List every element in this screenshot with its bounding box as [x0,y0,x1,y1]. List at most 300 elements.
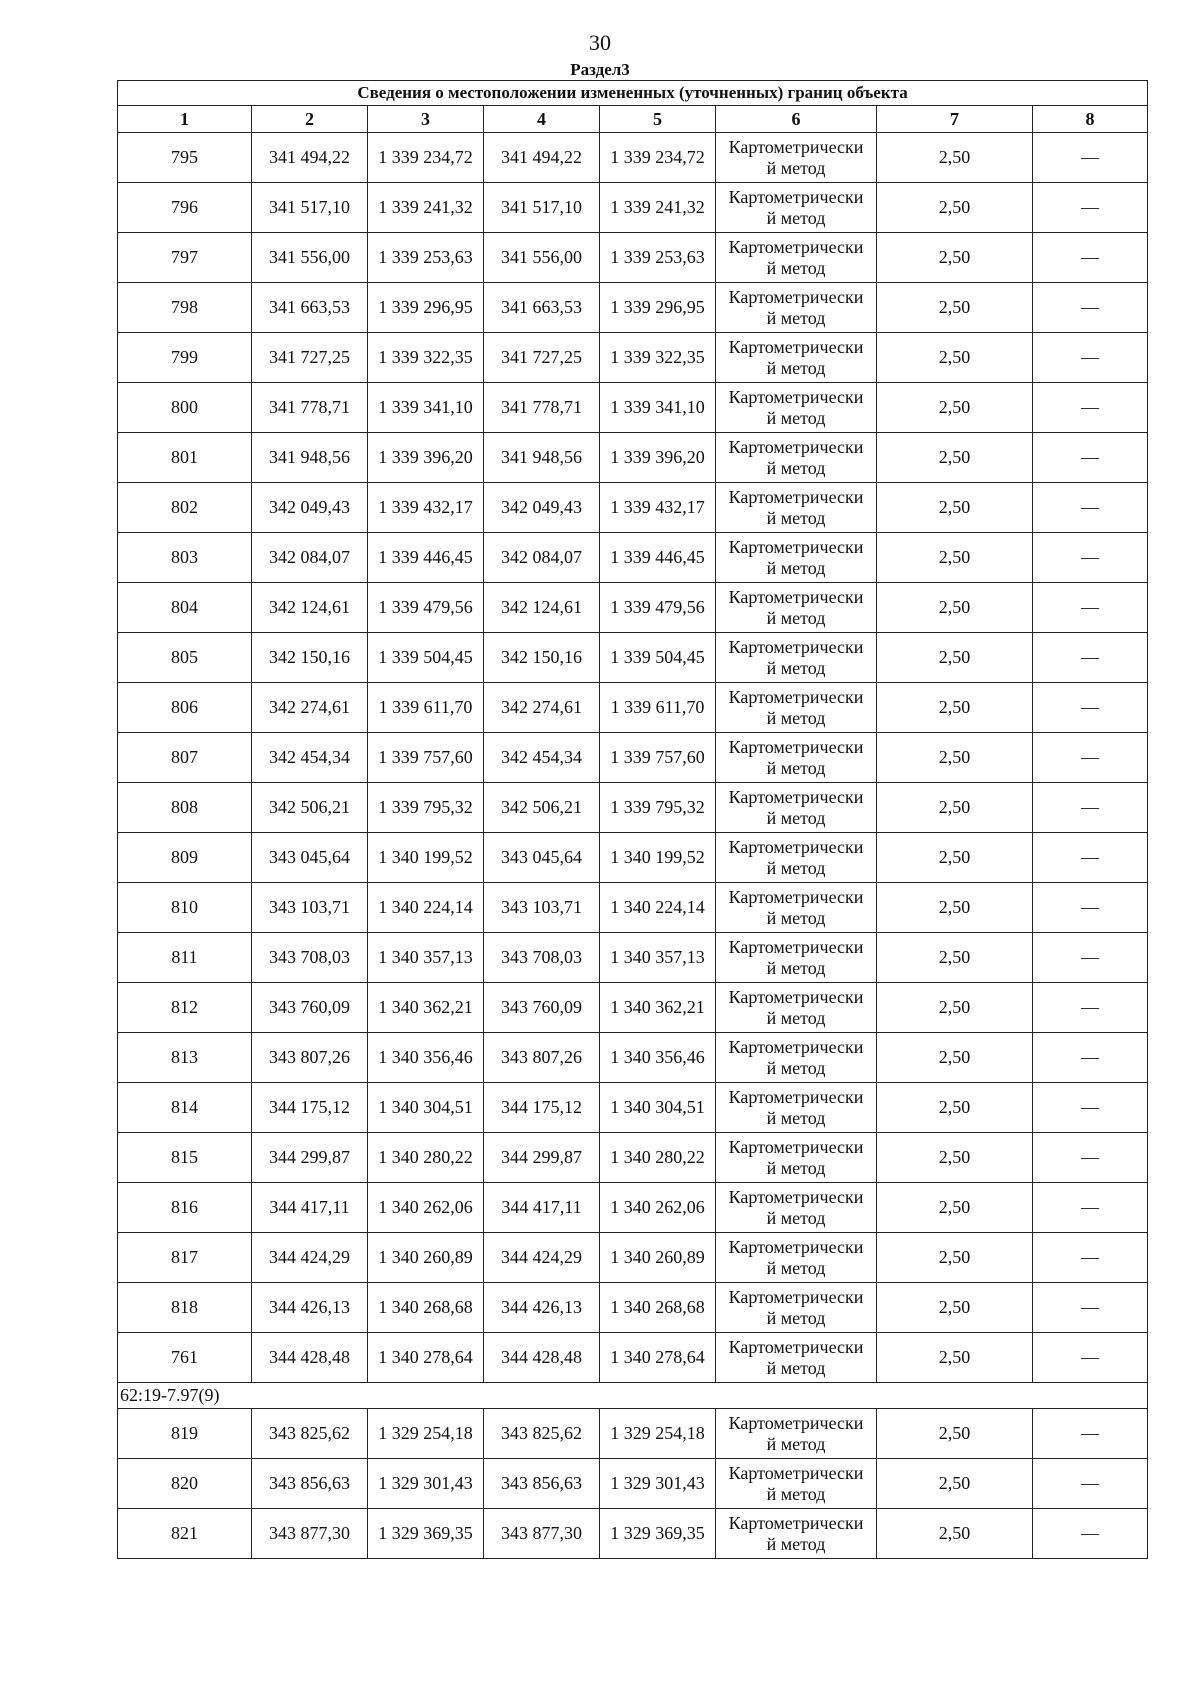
y-coordinate-cell: 1 340 357,13 [600,933,716,983]
method-text-line2: й метод [766,957,826,978]
method-text-line2: й метод [766,457,826,478]
table-row [118,333,1148,383]
point-number-cell: 799 [118,333,252,383]
x-coordinate-cell: 343 103,71 [484,883,600,933]
method-text-line2: й метод [766,907,826,928]
method-cell [716,983,877,1033]
y-coordinate-cell: 1 339 322,35 [600,333,716,383]
y-coordinate-cell: 1 339 296,95 [368,283,484,333]
point-number-cell: 805 [118,633,252,683]
method-text-line1: Картометрически [728,386,864,407]
y-coordinate-cell: 1 340 356,46 [600,1033,716,1083]
table-row [118,1183,1148,1233]
method-text-line2: й метод [766,1483,826,1504]
method-text-line2: й метод [766,1533,826,1554]
method-cell [716,1409,877,1459]
x-coordinate-cell: 343 708,03 [484,933,600,983]
description-cell: — [1033,783,1148,833]
precision-cell: 2,50 [877,733,1033,783]
method-text-line2: й метод [766,1307,826,1328]
method-cell [716,433,877,483]
x-coordinate-cell: 343 045,64 [484,833,600,883]
method-text-line2: й метод [766,857,826,878]
method-text-line2: й метод [766,1357,826,1378]
description-cell: — [1033,533,1148,583]
precision-cell: 2,50 [877,583,1033,633]
table-row [118,133,1148,183]
point-number-cell: 761 [118,1333,252,1383]
y-coordinate-cell: 1 339 479,56 [600,583,716,633]
description-cell: — [1033,1333,1148,1383]
method-cell [716,833,877,883]
x-coordinate-cell: 344 417,11 [252,1183,368,1233]
y-coordinate-cell: 1 329 369,35 [600,1509,716,1559]
x-coordinate-cell: 344 428,48 [484,1333,600,1383]
x-coordinate-cell: 341 778,71 [252,383,368,433]
x-coordinate-cell: 344 426,13 [484,1283,600,1333]
precision-cell: 2,50 [877,1233,1033,1283]
x-coordinate-cell: 343 760,09 [252,983,368,1033]
x-coordinate-cell: 342 150,16 [252,633,368,683]
method-text-line1: Картометрически [728,286,864,307]
method-text-line1: Картометрически [728,1236,864,1257]
method-cell [716,583,877,633]
x-coordinate-cell: 343 825,62 [484,1409,600,1459]
method-cell [716,133,877,183]
x-coordinate-cell: 343 825,62 [252,1409,368,1459]
precision-cell: 2,50 [877,933,1033,983]
x-coordinate-cell: 342 049,43 [252,483,368,533]
method-cell [716,883,877,933]
x-coordinate-cell: 342 506,21 [484,783,600,833]
description-cell: — [1033,1233,1148,1283]
method-text-line2: й метод [766,707,826,728]
table-row [118,1233,1148,1283]
method-cell [716,1509,877,1559]
point-number-cell: 814 [118,1083,252,1133]
method-cell [716,183,877,233]
y-coordinate-cell: 1 339 432,17 [600,483,716,533]
y-coordinate-cell: 1 339 296,95 [600,283,716,333]
x-coordinate-cell: 344 299,87 [252,1133,368,1183]
method-text-line2: й метод [766,657,826,678]
method-text-line1: Картометрически [728,486,864,507]
description-cell: — [1033,683,1148,733]
point-number-cell: 812 [118,983,252,1033]
x-coordinate-cell: 342 084,07 [252,533,368,583]
description-cell: — [1033,1509,1148,1559]
x-coordinate-cell: 342 274,61 [252,683,368,733]
method-text-line2: й метод [766,557,826,578]
method-text-line1: Картометрически [728,586,864,607]
y-coordinate-cell: 1 339 504,45 [368,633,484,683]
table-row [118,1333,1148,1383]
y-coordinate-cell: 1 340 260,89 [600,1233,716,1283]
precision-cell: 2,50 [877,633,1033,683]
x-coordinate-cell: 342 124,61 [252,583,368,633]
x-coordinate-cell: 342 150,16 [484,633,600,683]
precision-cell: 2,50 [877,333,1033,383]
x-coordinate-cell: 341 517,10 [484,183,600,233]
column-header: 3 [368,106,484,133]
y-coordinate-cell: 1 339 253,63 [600,233,716,283]
method-cell [716,1283,877,1333]
column-header: 6 [716,106,877,133]
method-text-line1: Картометрически [728,986,864,1007]
method-cell [716,333,877,383]
y-coordinate-cell: 1 340 268,68 [600,1283,716,1333]
x-coordinate-cell: 344 299,87 [484,1133,600,1183]
x-coordinate-cell: 343 807,26 [484,1033,600,1083]
y-coordinate-cell: 1 339 241,32 [368,183,484,233]
method-cell [716,633,877,683]
y-coordinate-cell: 1 339 446,45 [368,533,484,583]
y-coordinate-cell: 1 340 260,89 [368,1233,484,1283]
y-coordinate-cell: 1 340 304,51 [368,1083,484,1133]
table-row [118,733,1148,783]
x-coordinate-cell: 341 517,10 [252,183,368,233]
x-coordinate-cell: 341 727,25 [484,333,600,383]
description-cell: — [1033,133,1148,183]
method-text-line1: Картометрически [728,686,864,707]
point-number-cell: 797 [118,233,252,283]
column-header-row [118,106,1148,133]
method-text-line2: й метод [766,1057,826,1078]
x-coordinate-cell: 341 778,71 [484,383,600,433]
x-coordinate-cell: 343 760,09 [484,983,600,1033]
y-coordinate-cell: 1 340 224,14 [600,883,716,933]
method-text-line1: Картометрически [728,936,864,957]
precision-cell: 2,50 [877,683,1033,733]
method-text-line1: Картометрически [728,1036,864,1057]
y-coordinate-cell: 1 339 504,45 [600,633,716,683]
x-coordinate-cell: 344 175,12 [252,1083,368,1133]
x-coordinate-cell: 343 877,30 [484,1509,600,1559]
x-coordinate-cell: 342 454,34 [484,733,600,783]
x-coordinate-cell: 341 556,00 [252,233,368,283]
table-row [118,183,1148,233]
x-coordinate-cell: 344 424,29 [252,1233,368,1283]
column-header: 4 [484,106,600,133]
method-text-line2: й метод [766,507,826,528]
y-coordinate-cell: 1 339 757,60 [368,733,484,783]
precision-cell: 2,50 [877,183,1033,233]
description-cell: — [1033,433,1148,483]
method-text-line1: Картометрически [728,1086,864,1107]
point-number-cell: 803 [118,533,252,583]
method-text-line1: Картометрически [728,636,864,657]
method-text-line2: й метод [766,357,826,378]
point-number-cell: 804 [118,583,252,633]
precision-cell: 2,50 [877,783,1033,833]
table-row [118,633,1148,683]
y-coordinate-cell: 1 340 356,46 [368,1033,484,1083]
column-header: 5 [600,106,716,133]
group-row [118,1383,1148,1409]
y-coordinate-cell: 1 339 611,70 [600,683,716,733]
x-coordinate-cell: 343 708,03 [252,933,368,983]
y-coordinate-cell: 1 339 446,45 [600,533,716,583]
column-header: 7 [877,106,1033,133]
x-coordinate-cell: 342 274,61 [484,683,600,733]
precision-cell: 2,50 [877,133,1033,183]
x-coordinate-cell: 344 428,48 [252,1333,368,1383]
y-coordinate-cell: 1 339 241,32 [600,183,716,233]
description-cell: — [1033,1183,1148,1233]
method-text-line2: й метод [766,1007,826,1028]
table-row [118,1409,1148,1459]
method-text-line1: Картометрически [728,1512,864,1533]
x-coordinate-cell: 341 663,53 [484,283,600,333]
method-cell [716,733,877,783]
method-cell [716,283,877,333]
point-number-cell: 795 [118,133,252,183]
table-body [118,133,1148,1559]
table-row [118,933,1148,983]
precision-cell: 2,50 [877,983,1033,1033]
x-coordinate-cell: 342 049,43 [484,483,600,533]
method-text-line1: Картометрически [728,136,864,157]
group-label: 62:19-7.97(9) [118,1383,1148,1409]
method-text-line1: Картометрически [728,736,864,757]
table-row [118,1083,1148,1133]
x-coordinate-cell: 341 556,00 [484,233,600,283]
description-cell: — [1033,1033,1148,1083]
y-coordinate-cell: 1 339 396,20 [600,433,716,483]
description-cell: — [1033,733,1148,783]
y-coordinate-cell: 1 340 224,14 [368,883,484,933]
precision-cell: 2,50 [877,1459,1033,1509]
method-text-line2: й метод [766,807,826,828]
point-number-cell: 798 [118,283,252,333]
y-coordinate-cell: 1 339 396,20 [368,433,484,483]
y-coordinate-cell: 1 340 278,64 [368,1333,484,1383]
description-cell: — [1033,1459,1148,1509]
method-text-line1: Картометрически [728,186,864,207]
precision-cell: 2,50 [877,233,1033,283]
method-text-line2: й метод [766,1207,826,1228]
table-row [118,783,1148,833]
method-text-line1: Картометрически [728,1286,864,1307]
method-text-line1: Картометрически [728,786,864,807]
y-coordinate-cell: 1 329 369,35 [368,1509,484,1559]
method-text-line1: Картометрически [728,1412,864,1433]
table-row [118,483,1148,533]
precision-cell: 2,50 [877,483,1033,533]
y-coordinate-cell: 1 339 234,72 [600,133,716,183]
precision-cell: 2,50 [877,1133,1033,1183]
method-cell [716,1133,877,1183]
y-coordinate-cell: 1 339 322,35 [368,333,484,383]
table-row [118,833,1148,883]
y-coordinate-cell: 1 339 795,32 [368,783,484,833]
method-cell [716,1183,877,1233]
method-text-line2: й метод [766,407,826,428]
method-text-line2: й метод [766,257,826,278]
table-row [118,1133,1148,1183]
x-coordinate-cell: 342 454,34 [252,733,368,783]
precision-cell: 2,50 [877,433,1033,483]
x-coordinate-cell: 342 506,21 [252,783,368,833]
precision-cell: 2,50 [877,883,1033,933]
column-header: 8 [1033,106,1148,133]
point-number-cell: 810 [118,883,252,933]
y-coordinate-cell: 1 329 254,18 [600,1409,716,1459]
description-cell: — [1033,333,1148,383]
method-cell [716,933,877,983]
method-text-line1: Картометрически [728,1136,864,1157]
description-cell: — [1033,1283,1148,1333]
method-text-line2: й метод [766,207,826,228]
method-text-line1: Картометрически [728,1462,864,1483]
point-number-cell: 808 [118,783,252,833]
x-coordinate-cell: 341 494,22 [484,133,600,183]
y-coordinate-cell: 1 340 199,52 [368,833,484,883]
x-coordinate-cell: 342 084,07 [484,533,600,583]
point-number-cell: 801 [118,433,252,483]
y-coordinate-cell: 1 340 278,64 [600,1333,716,1383]
y-coordinate-cell: 1 340 262,06 [368,1183,484,1233]
method-text-line1: Картометрически [728,836,864,857]
table-row [118,283,1148,333]
description-cell: — [1033,383,1148,433]
point-number-cell: 819 [118,1409,252,1459]
x-coordinate-cell: 341 948,56 [484,433,600,483]
coordinates-table [117,80,1148,1559]
method-cell [716,783,877,833]
x-coordinate-cell: 341 494,22 [252,133,368,183]
method-cell [716,1033,877,1083]
method-text-line2: й метод [766,157,826,178]
section-title: Раздел3 [570,60,630,79]
x-coordinate-cell: 341 727,25 [252,333,368,383]
table-row [118,683,1148,733]
precision-cell: 2,50 [877,1083,1033,1133]
point-number-cell: 815 [118,1133,252,1183]
method-text-line2: й метод [766,757,826,778]
method-cell [716,383,877,433]
precision-cell: 2,50 [877,1509,1033,1559]
table-row [118,533,1148,583]
method-cell [716,233,877,283]
method-text-line2: й метод [766,307,826,328]
point-number-cell: 807 [118,733,252,783]
y-coordinate-cell: 1 329 301,43 [368,1459,484,1509]
description-cell: — [1033,633,1148,683]
precision-cell: 2,50 [877,1033,1033,1083]
method-text-line2: й метод [766,607,826,628]
point-number-cell: 806 [118,683,252,733]
precision-cell: 2,50 [877,1183,1033,1233]
point-number-cell: 820 [118,1459,252,1509]
x-coordinate-cell: 343 877,30 [252,1509,368,1559]
y-coordinate-cell: 1 339 234,72 [368,133,484,183]
y-coordinate-cell: 1 339 341,10 [600,383,716,433]
method-text-line1: Картометрически [728,236,864,257]
description-cell: — [1033,483,1148,533]
y-coordinate-cell: 1 339 611,70 [368,683,484,733]
description-cell: — [1033,583,1148,633]
method-text-line2: й метод [766,1157,826,1178]
table-row [118,1033,1148,1083]
method-text-line2: й метод [766,1433,826,1454]
point-number-cell: 817 [118,1233,252,1283]
x-coordinate-cell: 343 856,63 [484,1459,600,1509]
method-text-line1: Картометрически [728,886,864,907]
y-coordinate-cell: 1 329 254,18 [368,1409,484,1459]
method-cell [716,683,877,733]
method-cell [716,1333,877,1383]
precision-cell: 2,50 [877,833,1033,883]
table-row [118,1509,1148,1559]
table-caption: Сведения о местоположении измененных (уточненных) границ объекта [118,81,1148,106]
method-text-line1: Картометрически [728,436,864,457]
description-cell: — [1033,233,1148,283]
point-number-cell: 816 [118,1183,252,1233]
y-coordinate-cell: 1 339 253,63 [368,233,484,283]
method-text-line1: Картометрически [728,1186,864,1207]
y-coordinate-cell: 1 340 304,51 [600,1083,716,1133]
x-coordinate-cell: 344 426,13 [252,1283,368,1333]
x-coordinate-cell: 344 175,12 [484,1083,600,1133]
precision-cell: 2,50 [877,1333,1033,1383]
method-cell [716,1083,877,1133]
precision-cell: 2,50 [877,383,1033,433]
x-coordinate-cell: 343 807,26 [252,1033,368,1083]
y-coordinate-cell: 1 340 262,06 [600,1183,716,1233]
y-coordinate-cell: 1 339 432,17 [368,483,484,533]
x-coordinate-cell: 344 417,11 [484,1183,600,1233]
point-number-cell: 821 [118,1509,252,1559]
y-coordinate-cell: 1 339 479,56 [368,583,484,633]
point-number-cell: 802 [118,483,252,533]
y-coordinate-cell: 1 340 268,68 [368,1283,484,1333]
description-cell: — [1033,283,1148,333]
description-cell: — [1033,1409,1148,1459]
precision-cell: 2,50 [877,283,1033,333]
method-text-line1: Картометрически [728,536,864,557]
method-cell [716,1233,877,1283]
table-row [118,233,1148,283]
table-row [118,433,1148,483]
table-row [118,383,1148,433]
method-cell [716,483,877,533]
point-number-cell: 800 [118,383,252,433]
y-coordinate-cell: 1 340 280,22 [600,1133,716,1183]
x-coordinate-cell: 341 948,56 [252,433,368,483]
x-coordinate-cell: 344 424,29 [484,1233,600,1283]
column-header: 2 [252,106,368,133]
x-coordinate-cell: 343 856,63 [252,1459,368,1509]
y-coordinate-cell: 1 329 301,43 [600,1459,716,1509]
point-number-cell: 809 [118,833,252,883]
table-row [118,1283,1148,1333]
y-coordinate-cell: 1 339 795,32 [600,783,716,833]
precision-cell: 2,50 [877,1409,1033,1459]
page-number: 30 [589,30,611,55]
description-cell: — [1033,833,1148,883]
method-cell [716,533,877,583]
x-coordinate-cell: 342 124,61 [484,583,600,633]
description-cell: — [1033,883,1148,933]
description-cell: — [1033,933,1148,983]
column-header: 1 [118,106,252,133]
method-cell [716,1459,877,1509]
description-cell: — [1033,1083,1148,1133]
y-coordinate-cell: 1 340 362,21 [368,983,484,1033]
table-row [118,583,1148,633]
table-row [118,1459,1148,1509]
